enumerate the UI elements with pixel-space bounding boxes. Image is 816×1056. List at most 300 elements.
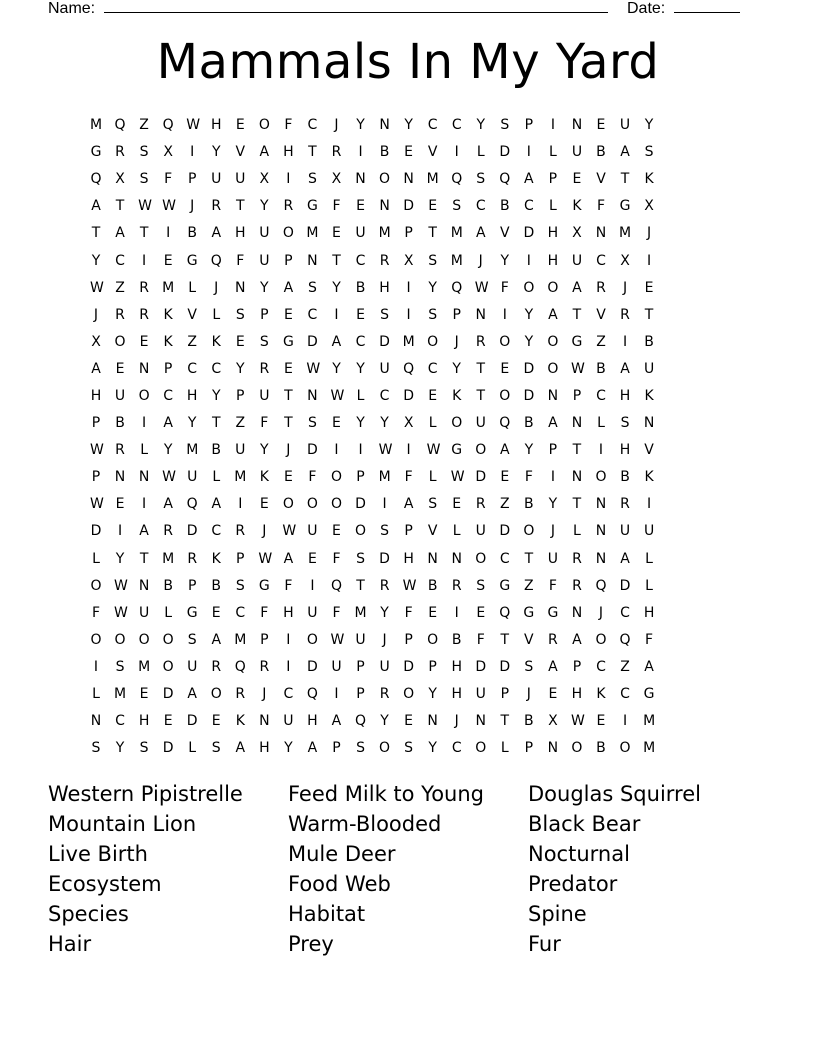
- grid-letter-text: C: [163, 387, 174, 404]
- grid-letter-text: D: [307, 333, 318, 350]
- grid-letter-text: Y: [356, 117, 365, 134]
- grid-letter-text: U: [259, 252, 270, 269]
- grid-letter[interactable]: [644, 193, 673, 220]
- grid-letter-text: A: [91, 198, 101, 215]
- grid-letter-text: I: [286, 631, 291, 648]
- grid-letter-text: E: [163, 252, 173, 269]
- grid-letter-text: Y: [428, 686, 437, 703]
- grid-letter-text: Y: [524, 306, 534, 323]
- grid-letter-text: E: [404, 713, 414, 730]
- grid-row: [90, 275, 746, 302]
- grid-letter-text: J: [214, 279, 219, 296]
- grid-letter-text: I: [190, 144, 195, 161]
- grid-letter-text: D: [307, 658, 318, 675]
- word-column: [48, 779, 288, 959]
- grid-letter-text: B: [596, 144, 606, 161]
- grid-letter-text: C: [620, 604, 630, 621]
- grid-letter-text: H: [235, 225, 246, 242]
- grid-letter-text: I: [286, 658, 291, 675]
- grid-letter-text: P: [356, 658, 365, 675]
- grid-letter-text: A: [187, 686, 197, 703]
- grid-letter-text: W: [330, 387, 345, 404]
- grid-letter-text: U: [307, 604, 318, 621]
- grid-letter-text: Y: [163, 442, 173, 459]
- grid-letter-text: G: [258, 577, 270, 594]
- grid-letter-text: A: [620, 360, 630, 377]
- grid-letter-text: Y: [476, 117, 486, 134]
- grid-letter-text: Y: [524, 442, 534, 459]
- grid-letter-text: I: [406, 306, 411, 323]
- grid-letter-text: P: [187, 577, 197, 594]
- grid-letter-text: O: [547, 333, 559, 350]
- grid-letter-text: N: [571, 117, 583, 134]
- word-item: Fur: [528, 932, 561, 956]
- grid-letter-text: Y: [380, 604, 389, 621]
- grid-letter-text: L: [476, 144, 485, 161]
- grid-letter-text: Y: [332, 279, 341, 296]
- grid-letter-text: E: [163, 713, 173, 730]
- word-item: Habitat: [288, 902, 366, 926]
- grid-letter-text: U: [355, 225, 366, 242]
- grid-row: [91, 735, 746, 762]
- grid-letter-text: T: [139, 550, 149, 567]
- grid-letter-text: G: [643, 686, 655, 703]
- grid-letter-text: L: [500, 740, 509, 757]
- grid-letter-text: U: [138, 604, 150, 621]
- grid-letter-text: Q: [595, 577, 607, 594]
- grid-letter-text: E: [644, 279, 654, 296]
- grid-letter-text: D: [523, 387, 535, 404]
- grid-letter-text: S: [428, 252, 438, 269]
- grid-letter-text: W: [570, 713, 585, 730]
- grid-letter-text: K: [259, 469, 269, 486]
- grid-letter[interactable]: [643, 681, 673, 708]
- grid-letter-text: D: [499, 144, 511, 161]
- grid-letter-text: F: [236, 252, 245, 269]
- grid-letter-text: U: [619, 117, 631, 134]
- grid-letter-text: D: [475, 469, 487, 486]
- grid-letter-text: H: [547, 252, 559, 269]
- word-item: Nocturnal: [528, 842, 630, 866]
- word-item: Mule Deer: [288, 842, 396, 866]
- grid-letter[interactable]: [643, 410, 673, 437]
- grid-letter-text: V: [427, 144, 438, 161]
- grid-letter-text: N: [379, 198, 390, 215]
- grid-letter-text: B: [524, 415, 534, 432]
- grid-letter-text: W: [186, 117, 201, 134]
- grid-letter[interactable]: [644, 437, 673, 464]
- grid-letter-text: N: [138, 360, 150, 377]
- grid-letter-text: H: [619, 387, 631, 404]
- grid-letter-text: R: [620, 306, 630, 323]
- grid-letter-text: J: [93, 306, 99, 323]
- grid-letter-text: O: [475, 442, 487, 459]
- grid-letter-text: T: [284, 415, 293, 432]
- grid-letter[interactable]: [644, 302, 673, 329]
- grid-letter-text: K: [211, 550, 221, 567]
- grid-letter-text: D: [475, 658, 487, 675]
- grid-letter-text: N: [403, 171, 414, 188]
- grid-letter-text: A: [403, 496, 414, 513]
- grid-letter[interactable]: [644, 329, 673, 356]
- grid-letter-text: P: [163, 360, 173, 377]
- grid-letter-text: R: [475, 496, 486, 513]
- grid-letter-text: X: [548, 713, 558, 730]
- grid-letter-text: J: [622, 279, 628, 296]
- grid-row: [93, 302, 746, 329]
- grid-letter-text: D: [523, 225, 535, 242]
- grid-letter-text: C: [211, 523, 222, 540]
- grid-letter-text: L: [645, 550, 653, 567]
- grid-letter-text: G: [282, 333, 294, 350]
- grid-letter[interactable]: [644, 139, 673, 166]
- grid-letter-text: C: [451, 740, 462, 757]
- grid-letter-text: C: [307, 306, 318, 323]
- grid-letter-text: D: [379, 333, 390, 350]
- grid-letter-text: M: [354, 604, 367, 621]
- grid-letter-text: O: [619, 740, 631, 757]
- grid-letter[interactable]: [645, 573, 673, 600]
- grid-letter-text: U: [307, 523, 318, 540]
- grid-row: [90, 112, 746, 139]
- grid-letter-text: Q: [499, 604, 511, 621]
- grid-letter-text: N: [475, 713, 486, 730]
- grid-letter-text: U: [187, 658, 198, 675]
- grid-letter-text: A: [139, 523, 149, 540]
- grid-letter-text: U: [475, 523, 486, 540]
- grid-letter-text: I: [310, 577, 315, 594]
- grid-letter[interactable]: [643, 735, 673, 762]
- word-item: Prey: [288, 932, 334, 956]
- grid-letter[interactable]: [644, 166, 673, 193]
- grid-letter-text: R: [620, 496, 630, 513]
- grid-letter-text: N: [138, 469, 150, 486]
- grid-letter-text: B: [115, 415, 125, 432]
- grid-letter-text: M: [234, 469, 247, 486]
- grid-letter-text: I: [526, 252, 531, 269]
- grid-letter-text: D: [403, 658, 414, 675]
- grid-letter-text: V: [427, 523, 438, 540]
- grid-letter-text: P: [500, 686, 510, 703]
- grid-letter-text: O: [162, 658, 174, 675]
- grid-letter[interactable]: [643, 708, 673, 735]
- grid-letter-text: Q: [499, 171, 511, 188]
- grid-letter[interactable]: [649, 220, 673, 247]
- grid-letter-text: I: [142, 415, 147, 432]
- grid-letter-text: P: [404, 631, 413, 648]
- grid-letter-text: C: [596, 658, 606, 675]
- grid-letter-text: P: [260, 306, 269, 323]
- grid-letter-text: Y: [380, 713, 389, 730]
- grid-row: [93, 654, 746, 681]
- grid-letter-text: Y: [260, 279, 269, 296]
- grid-letter-text: N: [571, 469, 583, 486]
- word-item: Live Birth: [48, 842, 148, 866]
- grid-letter-text: H: [451, 686, 462, 703]
- word-item: Douglas Squirrel: [528, 782, 701, 806]
- grid-letter-text: W: [570, 360, 585, 377]
- grid-letter-text: M: [378, 225, 391, 242]
- grid-letter-text: A: [475, 225, 486, 242]
- grid-letter-text: H: [210, 117, 222, 134]
- grid-letter-text: M: [402, 333, 415, 350]
- grid-letter-text: Q: [306, 686, 318, 703]
- grid-letter-text: E: [115, 360, 125, 377]
- grid-letter-text: E: [500, 360, 510, 377]
- grid-letter-text: F: [645, 631, 654, 648]
- grid-letter-text: Q: [90, 171, 102, 188]
- grid-letter-text: S: [211, 740, 221, 757]
- name-field[interactable]: [104, 12, 608, 13]
- grid-letter-text: O: [330, 496, 342, 513]
- grid-letter-text: F: [596, 198, 606, 215]
- grid-letter-text: D: [523, 360, 535, 377]
- grid-letter-text: R: [187, 550, 198, 567]
- grid-letter-text: O: [138, 631, 150, 648]
- grid-letter-text: T: [572, 496, 582, 513]
- grid-letter-text: H: [90, 387, 102, 404]
- grid-row: [91, 220, 746, 247]
- grid-letter-text: Y: [356, 415, 365, 432]
- grid-letter-text: R: [235, 686, 246, 703]
- date-field[interactable]: [674, 12, 740, 13]
- date-label: Date:: [627, 0, 666, 17]
- grid-letter-text: L: [548, 144, 557, 161]
- grid-letter-text: J: [647, 225, 652, 242]
- grid-letter-text: C: [499, 550, 510, 567]
- grid-letter-text: U: [259, 387, 270, 404]
- grid-letter-text: I: [142, 252, 147, 269]
- grid-letter-text: Q: [355, 713, 367, 730]
- grid-letter-text: S: [259, 333, 269, 350]
- grid-letter-text: O: [258, 117, 270, 134]
- grid-letter-text: F: [308, 469, 317, 486]
- word-item: Predator: [528, 872, 618, 896]
- grid-letter-text: P: [91, 469, 101, 486]
- grid-letter[interactable]: [644, 654, 673, 681]
- grid-letter-text: O: [475, 550, 487, 567]
- grid-letter-text: C: [187, 360, 198, 377]
- grid-letter-text: M: [186, 442, 199, 459]
- grid-letter-text: B: [355, 279, 366, 296]
- grid-letter-text: E: [332, 225, 341, 242]
- grid-letter-text: N: [547, 387, 559, 404]
- grid-letter-text: V: [596, 306, 606, 323]
- grid-letter[interactable]: [645, 627, 673, 654]
- grid-letter-text: U: [211, 171, 222, 188]
- grid-letter-text: G: [619, 198, 631, 215]
- grid-letter[interactable]: [644, 383, 673, 410]
- grid-letter-text: E: [115, 496, 125, 513]
- grid-letter[interactable]: [644, 464, 673, 491]
- grid-letter-text: I: [358, 144, 363, 161]
- grid-letter-text: E: [139, 333, 149, 350]
- grid-letter-text: L: [356, 387, 365, 404]
- grid-letter[interactable]: [649, 248, 673, 275]
- grid-letter[interactable]: [643, 518, 673, 545]
- grid-letter-text: Q: [451, 171, 463, 188]
- grid-letter-text: T: [572, 442, 582, 459]
- grid-letter-text: I: [526, 144, 531, 161]
- grid-letter-text: X: [620, 252, 630, 269]
- grid-letter-text: O: [162, 631, 174, 648]
- grid-letter-text: Q: [499, 415, 511, 432]
- grid-letter-text: U: [331, 658, 342, 675]
- grid-letter-text: D: [162, 740, 174, 757]
- grid-letter-text: K: [644, 171, 654, 188]
- grid-letter-text: P: [524, 117, 534, 134]
- grid-letter-text: A: [115, 225, 125, 242]
- grid-letter[interactable]: [644, 275, 673, 302]
- grid-letter-text: P: [572, 387, 582, 404]
- grid-letter-text: S: [235, 306, 245, 323]
- grid-letter-text: E: [283, 306, 293, 323]
- grid-letter-text: S: [380, 306, 389, 323]
- grid-letter-text: O: [571, 740, 583, 757]
- grid-letter-text: S: [476, 171, 486, 188]
- grid-letter-text: U: [259, 225, 270, 242]
- grid-letter-text: I: [622, 333, 628, 350]
- grid-letter-text: N: [90, 713, 102, 730]
- grid-letter-text: I: [406, 279, 411, 296]
- grid-letter-text: E: [500, 469, 510, 486]
- grid-letter-text: A: [331, 713, 342, 730]
- grid-letter-text: C: [427, 117, 438, 134]
- grid-letter-text: A: [211, 496, 222, 513]
- grid-letter-text: Y: [284, 740, 293, 757]
- grid-letter-text: T: [211, 415, 221, 432]
- grid-letter-text: E: [476, 604, 486, 621]
- word-item: Black Bear: [528, 812, 641, 836]
- grid-letter-text: M: [162, 279, 175, 296]
- grid-letter-text: P: [404, 225, 413, 242]
- grid-row: [90, 518, 746, 545]
- grid-letter-text: O: [499, 333, 511, 350]
- grid-letter-text: R: [596, 279, 606, 296]
- grid-letter-text: E: [428, 387, 438, 404]
- grid-letter-text: N: [451, 550, 462, 567]
- grid-letter-text: I: [647, 496, 652, 513]
- grid-letter-text: L: [428, 415, 437, 432]
- word-item: Food Web: [288, 872, 391, 896]
- grid-letter-text: I: [358, 442, 363, 459]
- grid-letter[interactable]: [643, 600, 673, 627]
- grid-letter-text: J: [550, 523, 555, 540]
- grid-letter-text: U: [475, 686, 486, 703]
- grid-letter-text: I: [334, 442, 339, 459]
- grid-letter-text: I: [454, 604, 459, 621]
- grid-letter[interactable]: [649, 491, 673, 518]
- grid-letter-text: F: [332, 198, 341, 215]
- grid-letter-text: F: [404, 604, 413, 621]
- grid-letter[interactable]: [643, 356, 673, 383]
- grid-letter-text: X: [403, 252, 414, 269]
- grid-letter-text: E: [548, 686, 558, 703]
- grid-letter-text: B: [211, 577, 222, 594]
- grid-letter-text: Y: [115, 550, 125, 567]
- grid-letter-text: P: [236, 550, 245, 567]
- grid-letter-text: O: [210, 686, 222, 703]
- grid-letter-text: Y: [211, 387, 221, 404]
- grid-letter-text: J: [190, 198, 195, 215]
- grid-letter-text: P: [236, 387, 245, 404]
- grid-letter-text: W: [114, 577, 128, 594]
- grid-letter-text: O: [547, 279, 559, 296]
- grid-letter-text: N: [355, 171, 366, 188]
- grid-letter-text: R: [331, 144, 342, 161]
- word-item: Warm-Blooded: [288, 812, 442, 836]
- grid-letter-text: C: [211, 360, 222, 377]
- grid-letter-text: F: [332, 604, 341, 621]
- grid-letter-text: R: [211, 198, 222, 215]
- grid-letter-text: W: [90, 442, 104, 459]
- grid-letter-text: H: [186, 387, 198, 404]
- grid-letter-text: Y: [524, 333, 534, 350]
- grid-letter-text: F: [404, 469, 413, 486]
- grid-letter-text: N: [595, 550, 607, 567]
- grid-letter-text: Y: [211, 144, 221, 161]
- grid-letter-text: L: [645, 577, 653, 594]
- grid-letter-text: P: [260, 631, 269, 648]
- grid-row: [91, 329, 746, 356]
- grid-letter-text: A: [548, 415, 558, 432]
- grid-letter-text: O: [306, 631, 318, 648]
- grid-letter-text: N: [547, 740, 559, 757]
- grid-letter-text: F: [548, 577, 557, 594]
- grid-letter[interactable]: [644, 112, 673, 139]
- grid-letter-text: S: [235, 577, 245, 594]
- grid-letter-text: Q: [186, 496, 198, 513]
- grid-letter-text: K: [572, 198, 582, 215]
- grid-letter-text: R: [283, 198, 294, 215]
- grid-letter-text: D: [619, 577, 631, 594]
- grid-letter-text: O: [138, 387, 150, 404]
- grid-letter-text: A: [500, 442, 510, 459]
- grid-letter-text: P: [548, 442, 558, 459]
- grid-letter-text: T: [620, 171, 630, 188]
- grid-letter-text: T: [476, 387, 486, 404]
- grid-letter-text: R: [259, 360, 270, 377]
- grid-letter-text: E: [283, 469, 293, 486]
- grid-letter-text: B: [451, 631, 462, 648]
- grid-letter-text: R: [548, 631, 558, 648]
- grid-letter-text: D: [162, 686, 174, 703]
- grid-letter-text: C: [596, 387, 606, 404]
- grid-row: [91, 600, 746, 627]
- grid-letter-text: F: [284, 577, 293, 594]
- grid-letter-text: M: [426, 171, 439, 188]
- grid-letter-text: O: [330, 469, 342, 486]
- grid-letter[interactable]: [645, 546, 673, 573]
- grid-letter-text: Z: [139, 117, 149, 134]
- grid-letter-text: R: [139, 306, 149, 323]
- grid-letter-text: Y: [548, 496, 558, 513]
- grid-letter-text: P: [428, 658, 437, 675]
- grid-letter-text: S: [307, 415, 317, 432]
- grid-letter-text: R: [475, 333, 486, 350]
- header-line: [0, 0, 816, 22]
- grid-row: [90, 573, 746, 600]
- grid-letter-text: F: [284, 117, 293, 134]
- grid-letter-text: R: [572, 550, 582, 567]
- grid-letter-text: T: [91, 225, 101, 242]
- grid-letter-text: W: [162, 198, 176, 215]
- grid-letter-text: T: [644, 306, 654, 323]
- grid-letter-text: N: [235, 279, 246, 296]
- grid-letter-text: S: [452, 198, 462, 215]
- grid-letter-text: I: [454, 144, 459, 161]
- grid-letter-text: R: [163, 523, 173, 540]
